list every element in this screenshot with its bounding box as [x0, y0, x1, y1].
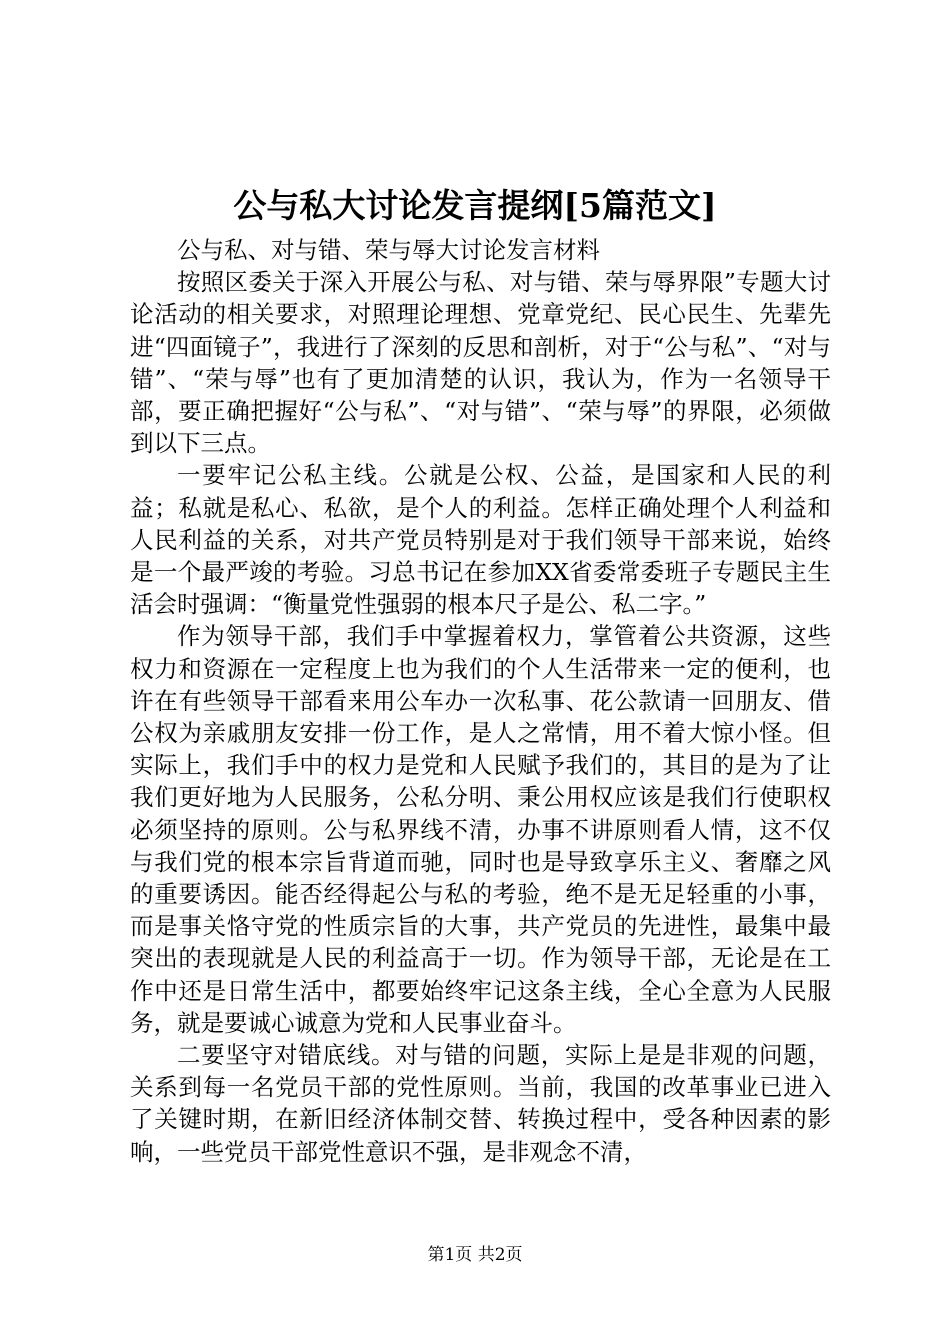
page-number-footer: 第1页 共2页 — [427, 1245, 523, 1265]
paragraph-point-one-detail: 作为领导干部，我们手中掌握着权力，掌管着公共资源，这些权力和资源在一定程度上也为我们的个人生活带来一定的便利，也许在有些领导干部看来用公车办一次私事、花公款请一回朋友、借公权为亲戚朋友安排一份工作，是人之常情，用不着大惊小怪。但实际上，我们手中的权力是党和人民赋予我们的，其目的是为了让我们更好地为人民服务，公私分明、秉公用权应该是我们行使职权必须坚持的原则。公与私界线不清，办事不讲原则看人情，这不仅与我们党的根本宗旨背道而驰，同时也是导致享乐主义、奢靡之风的重要诱因。能否经得起公与私的考验，绝不是无足轻重的小事，而是事关恪守党的性质宗旨的大事，共产党员的先进性，最集中最突出的表现就是人民的利益高于一切。作为领导干部，无论是在工作中还是日常生活中，都要始终牢记这条主线，全心全意为人民服务，就是要诚心诚意为党和人民事业奋斗。 — [130, 622, 831, 1037]
paragraph-subtitle: 公与私、对与错、荣与辱大讨论发言材料 — [177, 236, 600, 264]
paragraph-point-one: 一要牢记公私主线。公就是公权、公益，是国家和人民的利益；私就是私心、私欲，是个人的利益。怎样正确处理个人利益和人民利益的关系，对共产党员特别是对于我们领导干部来说，始终是一个最严竣的考验。习总书记在参加XX省委常委班子专题民主生活会时强调：“衡量党性强弱的根本尺子是公、私二字。” — [130, 461, 831, 619]
document-title: 公与私大讨论发言提纲[5篇范文] — [233, 186, 717, 225]
paragraph-point-two: 二要坚守对错底线。对与错的问题，实际上是是非观的问题，关系到每一名党员干部的党性原则。当前，我国的改革事业已进入了关键时期，在新旧经济体制交替、转换过程中，受各种因素的影响，一些党员干部党性意识不强，是非观念不清， — [130, 1041, 831, 1166]
paragraph-intro: 按照区委关于深入开展公与私、对与错、荣与辱界限”专题大讨论活动的相关要求，对照理论理想、党章党纪、民心民生、先辈先进“四面镜子”，我进行了深刻的反思和剖析，对于“公与私”、“对与错”、“荣与辱”也有了更加清楚的认识，我认为，作为一名领导干部，要正确把握好“公与私”、“对与错”、“荣与辱”的界限，必须做到以下三点。 — [130, 268, 831, 458]
document-body — [130, 234, 831, 1168]
